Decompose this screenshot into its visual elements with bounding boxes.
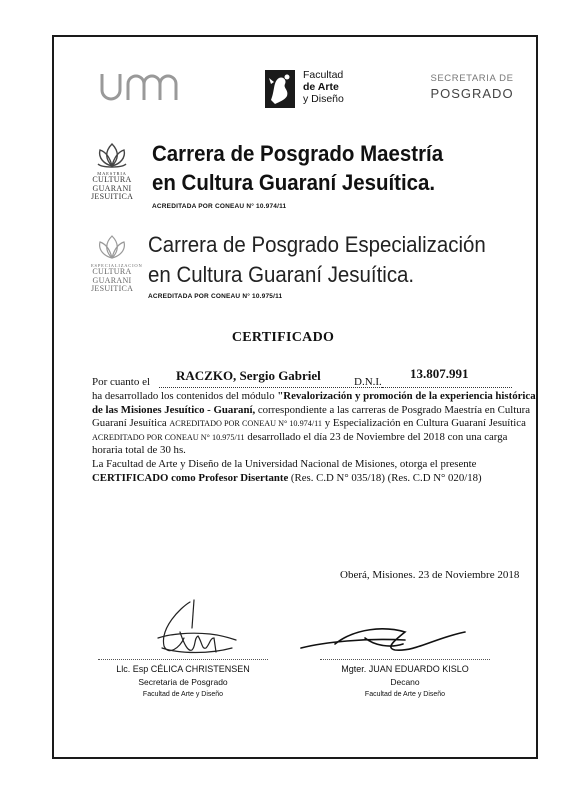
signatory-right-faculty: Facultad de Arte y Diseño <box>364 691 446 698</box>
emblem-line-1: CULTURA <box>92 175 132 184</box>
signatory-right-name: Mgter. JUAN EDUARDO KISLO <box>341 664 469 674</box>
signature-right <box>295 618 470 656</box>
flower-emblem-icon <box>92 140 132 170</box>
emblem-especializacion-label: ESPECIALIZACION <box>91 263 143 268</box>
emblem-line-1: CULTURA <box>92 267 132 276</box>
emblem-line-2: GUARANI <box>92 275 132 285</box>
signatory-left-role: Secretaria de Posgrado <box>138 677 228 687</box>
recipient-line <box>92 368 532 386</box>
specialization-program-title <box>148 230 486 290</box>
secretaria-line-2: POSGRADO <box>430 86 514 101</box>
master-accreditation: ACREDITADA POR CONEAU N° 10.974/11 <box>152 203 287 210</box>
master-title-line-2: en Cultura Guaraní Jesuítica. <box>152 170 436 195</box>
signatory-left-faculty: Facultad de Arte y Diseño <box>142 691 224 698</box>
signatory-right-role: Decano <box>390 677 420 687</box>
secretaria-line-1: SECRETARIA DE <box>430 73 514 84</box>
emblem-maestria-label: MAESTRIA <box>97 171 127 176</box>
especializacion-emblem <box>91 232 143 294</box>
emblem-line-2: GUARANI <box>92 183 132 193</box>
flower-emblem-icon <box>92 232 132 262</box>
maestria-emblem <box>91 140 133 202</box>
specialization-title-line-2: en Cultura Guaraní Jesuítica. <box>148 262 415 287</box>
body-text-3: y Especialización en Cultura Guaraní Jesuítica <box>322 417 526 430</box>
dni-label: D.N.I. <box>354 376 382 388</box>
unam-logo <box>98 68 180 104</box>
resolutions: (Res. C.D N° 035/18) (Res. C.D N° 020/18) <box>288 471 482 484</box>
accreditation-especializacion: ACREDITADO POR CONEAU N° 10.975/11 <box>92 432 245 442</box>
faculty-name <box>303 69 344 105</box>
issue-date: Oberá, Misiones. 23 de Noviembre 2018 <box>340 569 520 581</box>
dni-number: 13.807.991 <box>410 366 469 381</box>
accreditation-maestria: ACREDITADO POR CONEAU N° 10.974/11 <box>169 419 323 429</box>
faculty-line-3: y Diseño <box>303 93 344 105</box>
certificate-body <box>92 390 537 485</box>
signature-left <box>150 598 240 660</box>
body-text-2: correspondiente a las carreras de Posgrado Maestría en Cultura Guaraní Jesuítica <box>92 403 531 430</box>
body-text-4: desarrollado el día 23 de Noviembre del 2018 con una carga horaria total de 30 hs. <box>92 430 508 457</box>
body-text-1: ha desarrollado los contenidos del módulo <box>92 390 278 402</box>
signatory-left <box>83 664 283 698</box>
master-program-title <box>152 139 443 197</box>
por-cuanto-label: Por cuanto el <box>92 376 151 388</box>
signature-line-left <box>98 659 268 660</box>
signature-line-right <box>320 659 490 660</box>
signatory-right <box>305 664 505 698</box>
certificate-role: CERTIFICADO como Profesor Disertante <box>92 471 289 484</box>
faculty-line-1: Facultad <box>303 69 344 81</box>
emblem-line-3: JESUITICA <box>91 192 134 201</box>
emblem-line-3: JESUITICA <box>91 284 134 293</box>
specialization-accreditation: ACREDITADA POR CONEAU N° 10.975/11 <box>148 293 283 300</box>
specialization-title-line-1: Carrera de Posgrado Especialización <box>148 232 486 257</box>
master-title-line-1: Carrera de Posgrado Maestría <box>152 141 444 166</box>
signatory-left-name: Llc. Esp CÉLICA CHRISTENSEN <box>116 664 250 674</box>
module-title: "Revalorización y promoción de la experiencia histórica de las Misiones Jesuítico - Guaraní, <box>92 390 536 416</box>
body-text-5: La Facultad de Arte y Diseño de la Universidad Nacional de Misiones, otorga el presente <box>92 457 477 470</box>
faculty-line-2: de Arte <box>303 81 339 93</box>
certificate-title: CERTIFICADO <box>231 330 335 345</box>
dni-dotted-line <box>382 387 512 388</box>
faculty-logo-icon <box>265 70 295 108</box>
secretaria-logo <box>430 73 514 101</box>
recipient-name: RACZKO, Sergio Gabriel <box>176 368 321 383</box>
